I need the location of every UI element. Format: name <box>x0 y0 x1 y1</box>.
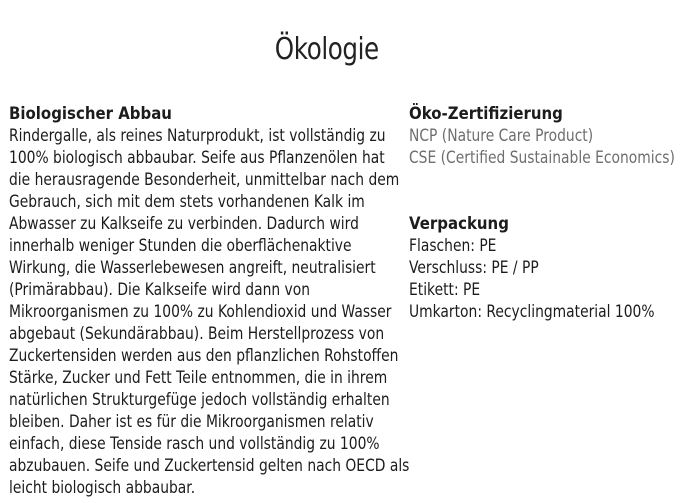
certification-section <box>409 103 684 169</box>
packaging-item: Verschluss: PE / PP <box>409 258 539 277</box>
certification-heading: Öko-Zertifizierung <box>409 104 563 124</box>
certification-item: NCP (Nature Care Product) <box>409 126 594 145</box>
biodegradation-line: Gebrauch, sich mit dem stets vorhandenen Kalk im <box>9 192 365 211</box>
biodegradation-line: abzubauen. Seife und Zuckertensid gelten nach OECD als <box>9 456 410 475</box>
packaging-item: Flaschen: PE <box>409 236 497 255</box>
section-spacer <box>409 169 684 213</box>
biodegradation-line: natürlichen Strukturgefüge jedoch vollständig erhalten <box>9 390 390 409</box>
packaging-item: Etikett: PE <box>409 280 481 299</box>
certification-item: CSE (Certified Sustainable Economics) <box>409 148 675 167</box>
biodegradation-line: einfach, diese Tenside rasch und vollständig zu 100% <box>9 434 380 453</box>
biodegradation-line: innerhalb weniger Stunden die oberflächenaktive <box>9 236 352 255</box>
biodegradation-line: 100% biologisch abbaubar. Seife aus Pflanzenölen hat <box>9 148 385 167</box>
biodegradation-line: Stärke, Zucker und Fett Teile entnommen, die in ihrem <box>9 368 388 387</box>
packaging-heading: Verpackung <box>409 214 509 234</box>
biodegradation-line: Zuckertensiden werden aus den pflanzlichen Rohstoffen <box>9 346 399 365</box>
packaging-section <box>409 213 684 323</box>
biodegradation-section <box>9 103 410 499</box>
biodegradation-line: abgebaut (Sekundärabbau). Beim Herstellprozess von <box>9 324 385 343</box>
biodegradation-line: Rindergalle, als reines Naturprodukt, ist vollständig zu <box>9 126 386 145</box>
biodegradation-line: (Primärabbau). Die Kalkseife wird dann von <box>9 280 311 299</box>
biodegradation-line: bleiben. Daher ist es für die Mikroorganismen relativ <box>9 412 374 431</box>
biodegradation-line: Wirkung, die Wasserlebewesen angreift, neutralisiert <box>9 258 376 277</box>
biodegradation-line: die herausragende Besonderheit, unmittelbar nach dem <box>9 170 400 189</box>
page-title: Ökologie <box>274 32 379 67</box>
biodegradation-heading: Biologischer Abbau <box>9 104 172 124</box>
biodegradation-line: leicht biologisch abbaubar. <box>9 478 196 497</box>
biodegradation-line: Mikroorganismen zu 100% zu Kohlendioxid und Wasser <box>9 302 392 321</box>
biodegradation-line: Abwasser zu Kalkseife zu verbinden. Dadurch wird <box>9 214 359 233</box>
biodegradation-text <box>9 125 410 499</box>
right-column <box>409 103 684 323</box>
packaging-item: Umkarton: Recyclingmaterial 100% <box>409 302 655 321</box>
